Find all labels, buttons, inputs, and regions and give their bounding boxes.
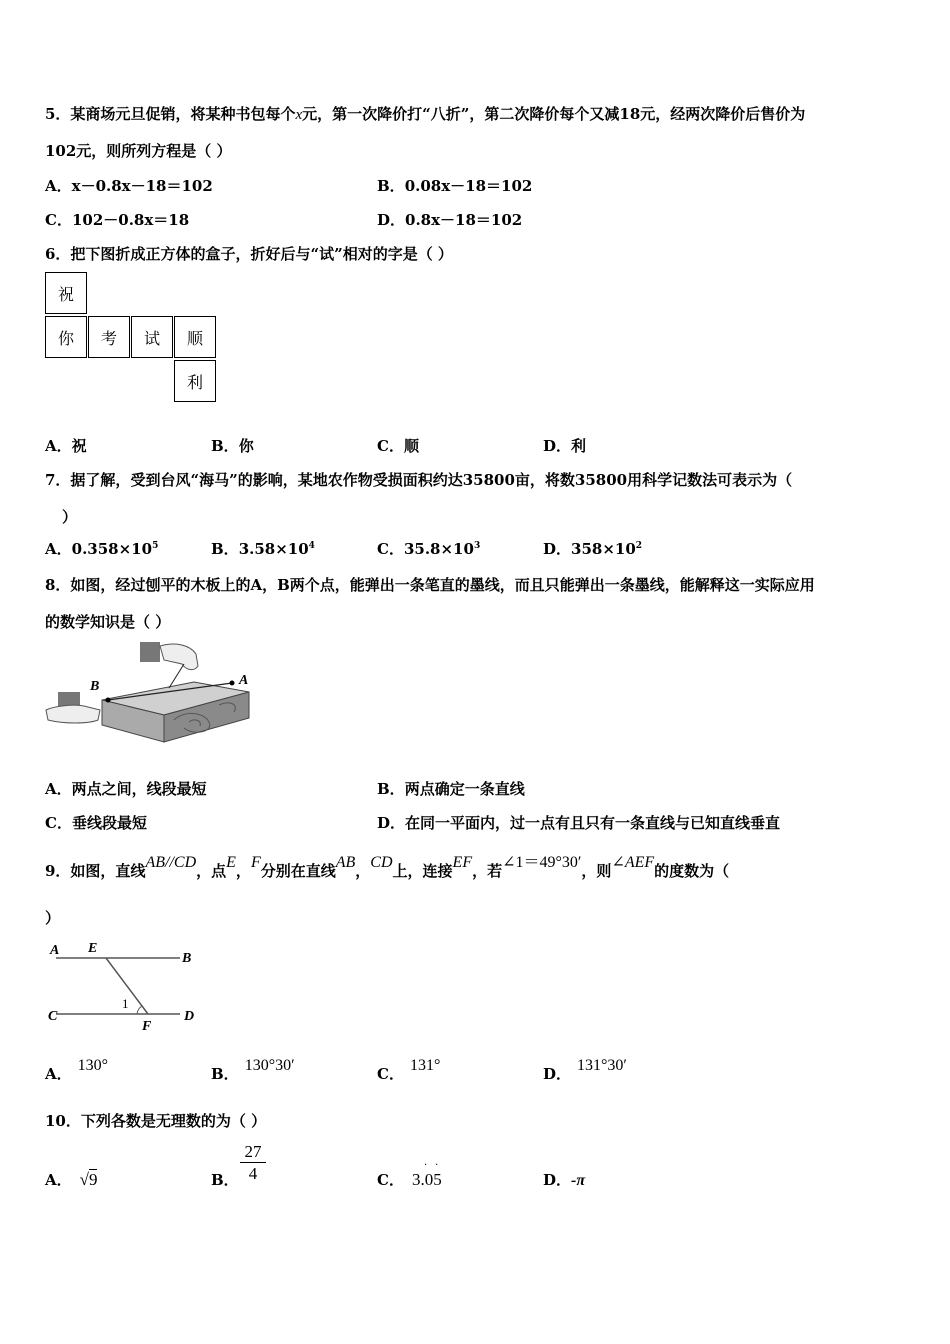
- q6-option-a[interactable]: A．祝: [45, 437, 87, 455]
- q6-stem: 6．把下图折成正方体的盒子，折好后与“试”相对的字是（ ）: [45, 245, 453, 263]
- math-f: F: [250, 854, 261, 871]
- q8-stem-line2: 的数学知识是（ ）: [45, 613, 171, 631]
- q5-option-c[interactable]: C．102－0.8x＝18: [45, 211, 190, 229]
- left-hand: [46, 705, 100, 723]
- q9-option-c[interactable]: C． 131°: [377, 1057, 441, 1083]
- upper-cuff: [140, 642, 160, 662]
- wood-board-figure: [44, 640, 254, 750]
- net-cell-shi: 试: [131, 316, 173, 358]
- label-c: C: [48, 1009, 58, 1024]
- q7-option-b[interactable]: B．$3.58\times 10^4$: [211, 540, 315, 558]
- q5-option-a[interactable]: A．x－0.8x－18＝102: [45, 177, 213, 195]
- math-ef: EF: [452, 854, 473, 871]
- fraction-denominator: 4: [248, 1164, 258, 1183]
- q10-option-d[interactable]: D．-π: [543, 1171, 586, 1189]
- q10-option-a[interactable]: A． √9: [45, 1170, 98, 1189]
- fraction-numerator: 27: [240, 1142, 266, 1163]
- repeating-dots: ··: [424, 1160, 447, 1171]
- q8-option-c[interactable]: C．垂线段最短: [45, 814, 147, 832]
- label-a: A: [239, 673, 249, 688]
- label-a: A: [50, 943, 60, 958]
- q7-stem-line2: ）: [62, 508, 78, 526]
- math-e: E: [226, 854, 236, 871]
- q9-stem-line1: 9．如图，直线AB//CD，点E，F分别在直线AB，CD上，连接EF，若∠1＝49°30′，则∠AEF的度数为（: [45, 854, 730, 880]
- q8-option-d[interactable]: D．在同一平面内，过一点有且只有一条直线与已知直线垂直: [377, 814, 781, 832]
- net-cell-ni: 你: [45, 316, 87, 358]
- q8-option-b[interactable]: B．两点确定一条直线: [377, 780, 525, 798]
- q9-option-b[interactable]: B． 130°30′: [211, 1057, 295, 1083]
- upper-hand: [160, 644, 198, 670]
- math-angle1: ∠1＝49°30′: [502, 854, 582, 871]
- q10-stem: 10．下列各数是无理数的为（ ）: [45, 1112, 267, 1130]
- var-x: x: [295, 107, 303, 123]
- net-cell-li: 利: [174, 360, 216, 402]
- q6-option-c[interactable]: C．顺: [377, 437, 419, 455]
- q7-option-c[interactable]: C．$35.8\times 10^3$: [377, 540, 481, 558]
- q5-stem-line1: 5．某商场元旦促销，将某种书包每个x元，第一次降价打“八折”，第二次降价每个又减18元，经两次降价后售价为: [45, 105, 806, 123]
- q6-option-d[interactable]: D．利: [543, 437, 587, 455]
- net-cell-shun: 顺: [174, 316, 216, 358]
- fraction-27-4: [240, 1142, 266, 1185]
- label-d: D: [184, 1009, 195, 1024]
- math-angle-aef: ∠AEF: [611, 854, 655, 871]
- label-f: F: [142, 1019, 152, 1034]
- q7-option-d[interactable]: D．$358\times 10^2$: [543, 540, 643, 558]
- math-cd: CD: [370, 854, 393, 871]
- label-b: B: [182, 951, 192, 966]
- q10-option-b[interactable]: B．: [211, 1171, 239, 1189]
- q10-option-c[interactable]: C． 3.05: [377, 1170, 442, 1189]
- label-e: E: [88, 941, 98, 956]
- angle-1-arc: [137, 1006, 142, 1014]
- q5-option-b[interactable]: B．0.08x－18＝102: [377, 177, 533, 195]
- parallel-lines-figure: [44, 938, 204, 1038]
- cube-net-figure: [45, 272, 220, 404]
- q5-option-d[interactable]: D．0.8x－18＝102: [377, 211, 523, 229]
- math-ab-parallel-cd: AB//CD: [145, 854, 197, 871]
- point-a-dot: [230, 681, 235, 686]
- net-cell-zhu: 祝: [45, 272, 87, 314]
- q9-stem-line2: ）: [45, 909, 61, 927]
- sqrt-symbol: √: [79, 1170, 89, 1189]
- q5-stem-line2: 102元，则所列方程是（ ）: [45, 142, 232, 160]
- q6-option-b[interactable]: B．你: [211, 437, 254, 455]
- label-b: B: [90, 679, 100, 694]
- q9-option-a[interactable]: A． 130°: [45, 1057, 109, 1083]
- q8-option-a[interactable]: A．两点之间，线段最短: [45, 780, 207, 798]
- q8-stem-line1: 8．如图，经过刨平的木板上的A，B两个点，能弹出一条笔直的墨线，而且只能弹出一条墨线，能解释这一实际应用: [45, 576, 815, 594]
- q7-option-a[interactable]: A．$0.358\times 10^5$: [45, 540, 159, 558]
- label-1: 1: [122, 996, 129, 1011]
- q9-option-d[interactable]: D． 131°30′: [543, 1057, 627, 1083]
- math-ab: AB: [335, 854, 356, 871]
- net-cell-kao: 考: [88, 316, 130, 358]
- q7-stem-line1: 7．据了解，受到台风“海马”的影响，某地农作物受损面积约达35800亩，将数35800用科学记数法可表示为（: [45, 471, 793, 489]
- point-b-dot: [106, 698, 111, 703]
